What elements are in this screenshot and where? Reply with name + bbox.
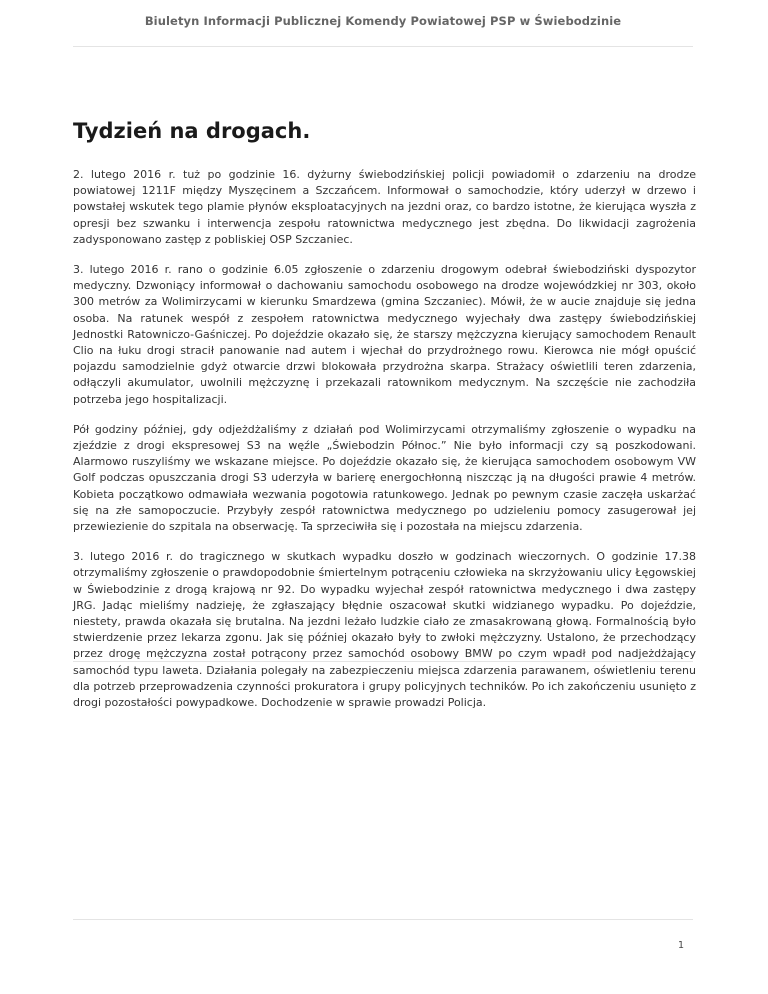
page-header (73, 0, 693, 47)
page-number: 1 (677, 940, 684, 951)
footer-divider (73, 919, 693, 920)
article (73, 117, 696, 725)
article-divider (73, 661, 693, 662)
article-paragraph-2: 3. lutego 2016 r. rano o godzinie 6.05 zgłoszenie o zdarzeniu drogowym odebrał świebodziński dyspozytor medyczny. Dzwoniący informował o dachowaniu samochodu osobowego na drodze wojewódzkiej nr 303, około 300 metrów za Wolimirzycami w kierunku Smardzewa (gmina Szczaniec). Mówił, że w aucie znajduje się jedna osoba. Na ratunek wespół z zespołem ratownictwa medycznego wyjechały dwa zastępy świebodzińskiej Jednostki Ratowniczo-Gaśniczej. Po dojeździe okazało się, że starszy mężczyzna kierujący samochodem Renault Clio na łuku drogi stracił panowanie nad autem i wjechał do przydrożnego rowu. Kierowca nie mógł opuścić pojazdu samodzielnie gdyż otwarcie drzwi blokowała przydrożna skarpa. Strażacy oświetlili teren zdarzenia, odłączyli akumulator, uwolnili mężczyznę i przekazali ratownikom medycznym. Na szczęście nie zachodziła potrzeba jego hospitalizacji. (73, 263, 696, 406)
article-paragraph-3: Pół godziny później, gdy odjeżdżaliśmy z działań pod Wolimirzycami otrzymaliśmy zgłoszenie o wypadku na zjeździe z drogi ekspresowej S3 na węźle „Świebodzin Północ.” Nie było informacji czy są poszkodowani. Alarmowo ruszyliśmy we wskazane miejsce. Po dojeździe okazało się, że kierująca samochodem osobowym VW Golf podczas opuszczania drogi S3 uderzyła w barierę energochłonną niszcząc ją na długości prawie 4 metrów. Kobieta początkowo odmawiała wezwania pogotowia ratunkowego. Jednak po pewnym czasie zaczęła uskarżać się na złe samopoczucie. Przybyły zespół ratownictwa medycznego po udzieleniu pomocy zasugerował jej przewiezienie do szpitala na obserwację. Ta sprzeciwiła się i pozostała na miejscu zdarzenia. (73, 422, 696, 534)
article-paragraph-4: 3. lutego 2016 r. do tragicznego w skutkach wypadku doszło w godzinach wieczornych. O godzinie 17.38 otrzymaliśmy zgłoszenie o prawdopodobnie śmiertelnym potrąceniu człowieka na skrzyżowaniu ulicy Łęgowskiej w Świebodzinie z drogą krajową nr 92. Do wypadku wyjechał zespół ratownictwa medycznego i dwa zastępy JRG. Jadąc mieliśmy nadzieję, że zgłaszający błędnie oszacował skutki widzianego wypadku. Po dojeździe, niestety, prawda okazała się brutalna. Na jezdni leżało ludzkie ciało ze zmasakrowaną głową. Formalnością było stwierdzenie przez lekarza zgonu. Jak się później okazało były to zwłoki mężczyzny. Ustalono, że przechodzący przez drogę mężczyzna został potrącony przez samochód osobowy BMW po czym wpadł pod nadjeżdżający samochód typu laweta. Działania polegały na zabezpieczeniu miejsca zdarzenia parawanem, oświetleniu terenu dla potrzeb przeprowadzenia czynności prokuratora i grupy policyjnych techników. Po ich zakończeniu usunięto z drogi pozostałości powypadkowe. Dochodzenie w sprawie prowadzi Policja. (73, 550, 696, 710)
header-title: Biuletyn Informacji Publicznej Komendy Powiatowej PSP w Świebodzinie (144, 14, 622, 28)
article-title: Tydzień na drogach. (73, 119, 311, 143)
article-paragraph-1: 2. lutego 2016 r. tuż po godzinie 16. dyżurny świebodzińskiej policji powiadomił o zdarzeniu na drodze powiatowej 1211F między Myszęcinem a Szczańcem. Informował o samochodzie, który uderzył w drzewo i powstałej wskutek tego plamie płynów eksploatacyjnych na jezdni oraz, co bardzo istotne, że kierująca wyszła z opresji bez szwanku i interwencja zespołu ratownictwa medycznego jest zbędna. Do likwidacji zagrożenia zadysponowano zastęp z pobliskiej OSP Szczaniec. (73, 168, 696, 246)
